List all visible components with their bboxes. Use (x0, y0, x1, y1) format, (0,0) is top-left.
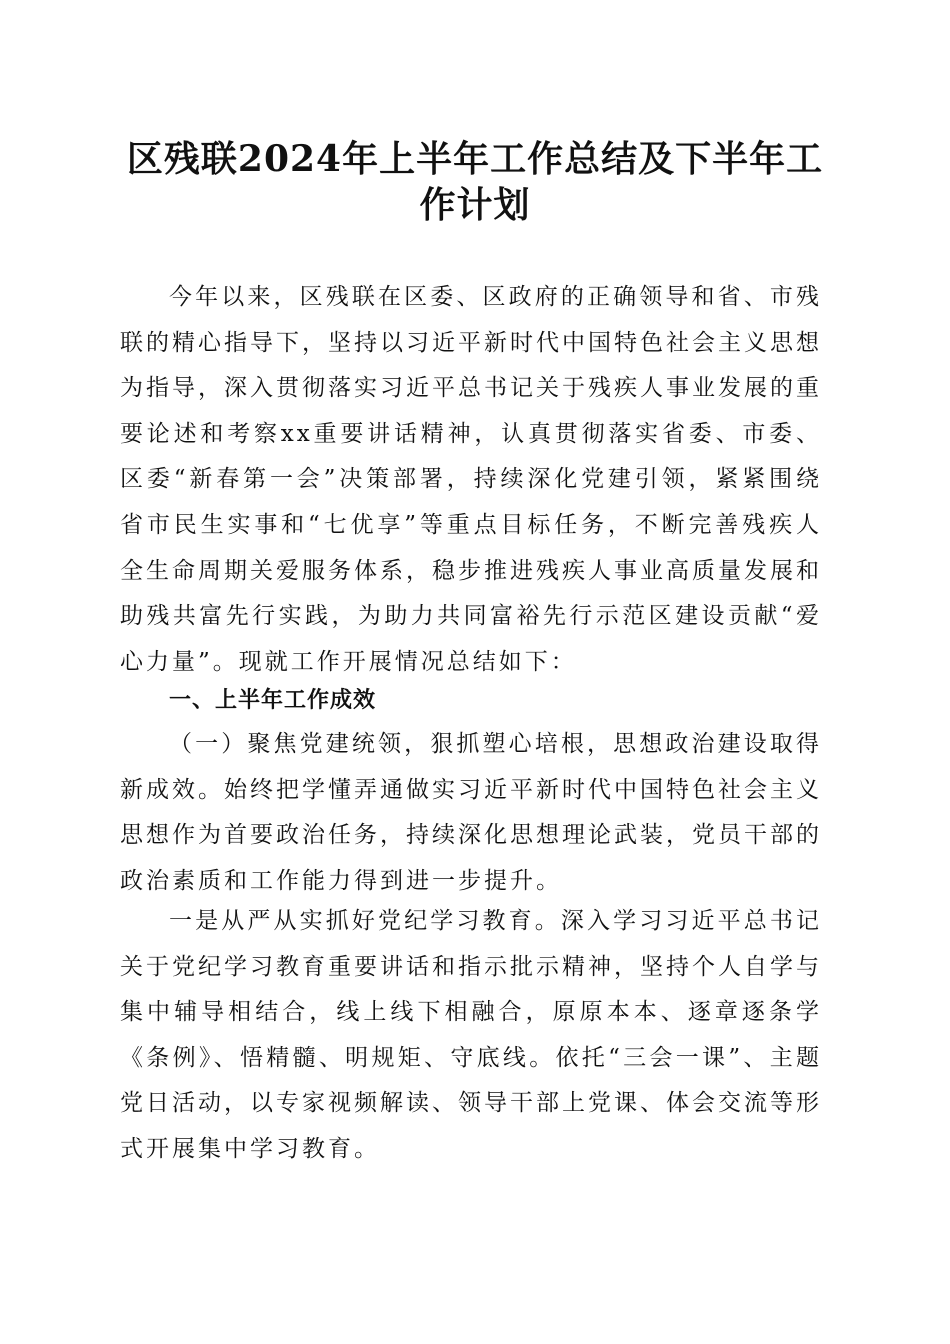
document-title: 区残联2024年上半年工作总结及下半年工作计划 (126, 138, 824, 226)
section1-lead: （一）聚焦党建统领，狠抓塑心培根，思想政治建设取得新成效。 (120, 731, 822, 803)
section-heading: 一、上半年工作成效 (169, 688, 377, 713)
section1-text: 始终把学懂弄通做实习近平新时代中国特色社会主义思想作为首要政治任务，持续深化思想理论武装，党员干部的政治素质和工作能力得到进一步提升。 (120, 776, 822, 894)
item1-paragraph (120, 899, 822, 1173)
item1-text: 深入学习习近平总书记关于党纪学习教育重要讲话和指示批示精神，坚持个人自学与集中辅导相结合，线上线下相融合，原原本本、逐章逐条学《条例》、悟精髓、明规矩、守底线。依托“三会一课”、主题党日活动，以专家视频解读、领导干部上党课、体会交流等形式开展集中学习教育。 (120, 908, 822, 1162)
intro-paragraph: 今年以来，区残联在区委、区政府的正确领导和省、市残联的精心指导下，坚持以习近平新时代中国特色社会主义思想为指导，深入贯彻落实习近平总书记关于残疾人事业发展的重要论述和考察xx重要讲话精神，认真贯彻落实省委、市委、区委“新春第一会”决策部署，持续深化党建引领，紧紧围绕省市民生实事和“七优享”等重点目标任务，不断完善残疾人全生命周期关爱服务体系，稳步推进残疾人事业高质量发展和助残共富先行实践，为助力共同富裕先行示范区建设贡献“爱心力量”。现就工作开展情况总结如下： (120, 284, 822, 675)
item1-lead: 一是从严从实抓好党纪学习教育。 (169, 908, 561, 934)
section1-paragraph (120, 722, 822, 904)
